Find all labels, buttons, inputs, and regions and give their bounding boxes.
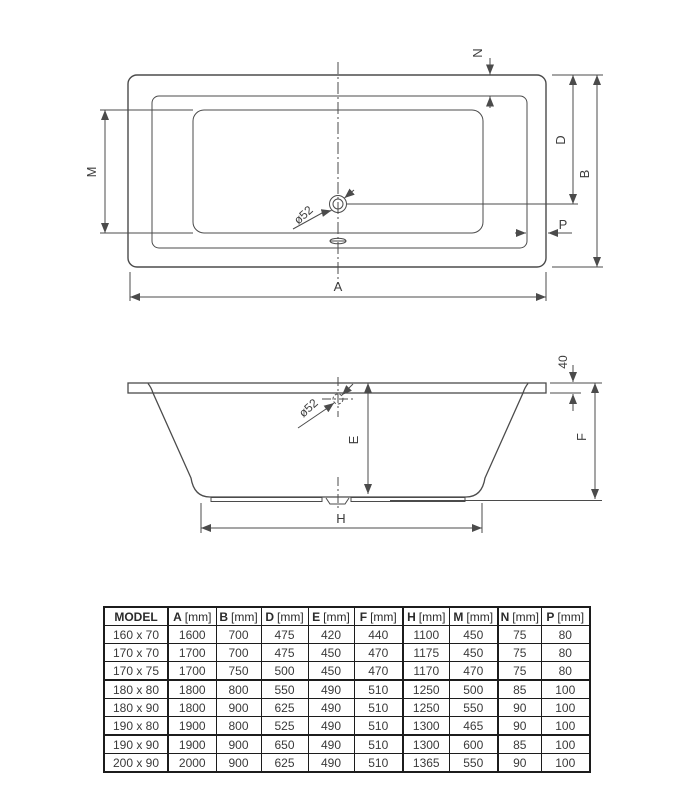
table-cell: 80 <box>541 626 590 644</box>
table-cell: 750 <box>216 662 261 681</box>
dim-label-m: M <box>84 166 99 178</box>
table-header-row <box>104 607 590 626</box>
table-cell: 1300 <box>403 735 449 754</box>
table-cell: 2000 <box>168 754 216 773</box>
table-cell: 490 <box>308 754 354 773</box>
table-cell: 1365 <box>403 754 449 773</box>
table-cell: 490 <box>308 735 354 754</box>
table-header-cell: B [mm] <box>216 607 261 626</box>
table-cell: 85 <box>498 680 541 699</box>
table-cell: 475 <box>261 626 308 644</box>
table-cell: 1250 <box>403 699 449 717</box>
table-row <box>104 644 590 662</box>
table-cell-model: 170 x 75 <box>104 662 168 681</box>
table-cell: 500 <box>261 662 308 681</box>
header-a: A <box>173 609 182 624</box>
table-cell: 490 <box>308 699 354 717</box>
table-cell: 450 <box>449 644 498 662</box>
header-d: D <box>265 609 274 624</box>
table-row <box>104 717 590 736</box>
table-cell: 510 <box>354 680 403 699</box>
table-cell: 1100 <box>403 626 449 644</box>
table-header-cell <box>104 607 168 626</box>
table-row <box>104 754 590 773</box>
table-cell: 650 <box>261 735 308 754</box>
table-cell: 1250 <box>403 680 449 699</box>
table-cell: 1900 <box>168 735 216 754</box>
header-m: M <box>453 609 464 624</box>
table-cell: 800 <box>216 680 261 699</box>
table-cell: 550 <box>449 699 498 717</box>
table-header-cell: H [mm] <box>403 607 449 626</box>
table-cell: 90 <box>498 754 541 773</box>
table-cell: 1800 <box>168 680 216 699</box>
table-cell-model: 180 x 80 <box>104 680 168 699</box>
header-b: B <box>219 609 228 624</box>
table-cell: 85 <box>498 735 541 754</box>
table-row <box>104 699 590 717</box>
table-cell: 450 <box>308 662 354 681</box>
rim-slab <box>128 383 546 393</box>
dim-label-a: A <box>333 279 343 294</box>
table-cell: 1175 <box>403 644 449 662</box>
table-header-cell: A [mm] <box>168 607 216 626</box>
table-cell: 525 <box>261 717 308 736</box>
top-view <box>84 48 603 301</box>
table-cell: 75 <box>498 644 541 662</box>
table-cell: 75 <box>498 626 541 644</box>
table-cell: 420 <box>308 626 354 644</box>
table-cell-model: 190 x 80 <box>104 717 168 736</box>
table-header-cell: E [mm] <box>308 607 354 626</box>
table-cell-model: 170 x 70 <box>104 644 168 662</box>
table-cell: 700 <box>216 644 261 662</box>
dim-label-d: D <box>553 135 568 145</box>
table-cell: 500 <box>449 680 498 699</box>
table-cell: 490 <box>308 680 354 699</box>
drain-diameter-label: ø52 <box>290 202 316 228</box>
table-cell: 510 <box>354 735 403 754</box>
table-cell-model: 200 x 90 <box>104 754 168 773</box>
table-cell: 550 <box>261 680 308 699</box>
side-view <box>128 355 602 533</box>
table-cell: 475 <box>261 644 308 662</box>
table-cell: 510 <box>354 717 403 736</box>
dim-label-n: N <box>470 48 485 58</box>
table-cell-model: 160 x 70 <box>104 626 168 644</box>
table-cell: 450 <box>308 644 354 662</box>
table-row <box>104 680 590 699</box>
tub-inner-rim <box>152 96 527 248</box>
dim-label-f: F <box>574 433 589 441</box>
table-cell: 1700 <box>168 644 216 662</box>
table-cell: 465 <box>449 717 498 736</box>
dim-label-b: B <box>577 169 592 179</box>
table-cell: 440 <box>354 626 403 644</box>
table-cell: 470 <box>449 662 498 681</box>
header-f: F <box>359 609 368 624</box>
table-cell: 1600 <box>168 626 216 644</box>
table-cell: 100 <box>541 717 590 736</box>
table-cell: 1800 <box>168 699 216 717</box>
table-cell: 470 <box>354 644 403 662</box>
table-cell: 75 <box>498 662 541 681</box>
table-cell: 700 <box>216 626 261 644</box>
header-model: MODEL <box>114 609 158 624</box>
table-cell: 900 <box>216 754 261 773</box>
drain-diameter-label: ø52 <box>295 395 321 421</box>
table-cell: 550 <box>449 754 498 773</box>
dim-label-p: P <box>558 217 568 232</box>
table-cell: 80 <box>541 662 590 681</box>
table-header-cell: D [mm] <box>261 607 308 626</box>
dim-label-h: H <box>336 511 346 526</box>
rim-thickness-label: 40 <box>556 355 570 369</box>
table-cell: 450 <box>449 626 498 644</box>
table-cell: 510 <box>354 699 403 717</box>
table-cell: 100 <box>541 699 590 717</box>
table-cell: 510 <box>354 754 403 773</box>
table-header-cell: N [mm] <box>498 607 541 626</box>
table-cell: 800 <box>216 717 261 736</box>
table-cell-model: 180 x 90 <box>104 699 168 717</box>
table-cell: 100 <box>541 754 590 773</box>
table-row <box>104 626 590 644</box>
table-cell: 625 <box>261 754 308 773</box>
header-h: H <box>407 609 416 624</box>
table-cell: 100 <box>541 680 590 699</box>
table-header-cell: F [mm] <box>354 607 403 626</box>
table-cell: 1170 <box>403 662 449 681</box>
table-cell: 80 <box>541 644 590 662</box>
table-cell: 625 <box>261 699 308 717</box>
table-cell: 470 <box>354 662 403 681</box>
table-cell: 490 <box>308 717 354 736</box>
table-cell: 900 <box>216 735 261 754</box>
table-cell-model: 190 x 90 <box>104 735 168 754</box>
table-row <box>104 662 590 681</box>
header-n: N <box>500 609 510 624</box>
table-cell: 1700 <box>168 662 216 681</box>
table-row <box>104 735 590 754</box>
dimensions-table <box>103 606 591 773</box>
base-plate-left <box>211 498 322 502</box>
table-cell: 900 <box>216 699 261 717</box>
table-cell: 600 <box>449 735 498 754</box>
table-header-cell: P [mm] <box>541 607 590 626</box>
table-cell: 90 <box>498 699 541 717</box>
header-p: P <box>546 609 555 624</box>
table-cell: 90 <box>498 717 541 736</box>
table-cell: 100 <box>541 735 590 754</box>
dim-label-e: E <box>346 435 361 445</box>
table-cell: 1300 <box>403 717 449 736</box>
table-cell: 1900 <box>168 717 216 736</box>
header-e: E <box>312 609 321 624</box>
table-header-cell: M [mm] <box>449 607 498 626</box>
